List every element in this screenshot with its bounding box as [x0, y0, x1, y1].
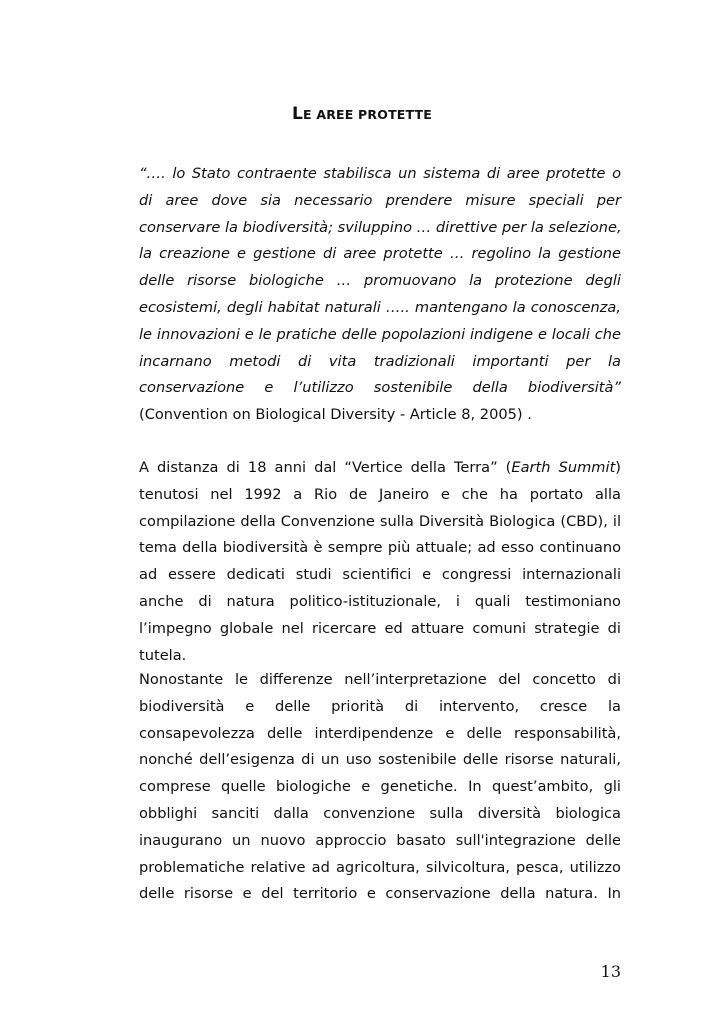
paragraph-line: ad essere dedicati studi scientifici e congressi internazionali — [139, 566, 621, 584]
paragraph-text: A distanza di 18 anni dal “Vertice della Terra” ( — [139, 459, 512, 476]
paragraph-line: biodiversità e delle priorità di intervento, cresce la — [139, 697, 621, 715]
page-title — [0, 104, 724, 124]
quote-line: ecosistemi, degli habitat naturali ….. mantengano la conoscenza, — [139, 298, 621, 316]
title-rest: E AREE PROTETTE — [303, 107, 433, 122]
paragraph-line: inaugurano un nuovo approccio basato sull'integrazione delle — [139, 831, 621, 849]
quote-line: conservare la biodiversità; sviluppino … direttive per la selezione, — [139, 218, 622, 236]
quote-line: delle risorse biologiche … promuovano la protezione degli — [139, 272, 621, 290]
quote-line: di aree dove sia necessario prendere misure speciali per — [139, 191, 621, 209]
paragraph-line: tema della biodiversità è sempre più attuale; ad esso continuano — [139, 539, 621, 557]
paragraph-line: Nonostante le differenze nell’interpretazione del concetto di — [139, 671, 621, 688]
paragraph-line: l’impegno globale nel ricercare ed attuare comuni strategie di — [139, 619, 621, 637]
paragraph-line: tutela. — [139, 646, 187, 664]
paragraph-2 — [139, 667, 621, 908]
quote-block — [139, 161, 621, 429]
page-number: 13 — [600, 962, 621, 981]
paragraph-line: tenutosi nel 1992 a Rio de Janeiro e che ha portato alla — [139, 485, 621, 503]
paragraph-text: ) — [615, 459, 621, 476]
quote-line: le innovazioni e le pratiche delle popolazioni indigene e locali che — [139, 325, 621, 343]
italic-term: Earth Summit — [511, 459, 616, 476]
paragraph-line: comprese quelle biologiche e genetiche. In quest’ambito, gli — [139, 778, 621, 796]
paragraph-line: obblighi sanciti dalla convenzione sulla diversità biologica — [139, 804, 621, 822]
paragraph-line: compilazione della Convenzione sulla Diversità Biologica (CBD), il — [139, 512, 621, 530]
paragraph-line — [139, 455, 621, 482]
quote-citation: (Convention on Biological Diversity - Article 8, 2005) . — [139, 406, 532, 424]
title-initial: L — [291, 104, 304, 124]
paragraph-line: nonché dell’esigenza di un uso sostenibile delle risorse naturali, — [139, 751, 621, 769]
quote-line: la creazione e gestione di aree protette … regolino la gestione — [139, 245, 621, 263]
paragraph-line: delle risorse e del territorio e conservazione della natura. In — [139, 885, 621, 903]
paragraph-line: consapevolezza delle interdipendenze e delle responsabilità, — [139, 724, 621, 742]
quote-line: “…. lo Stato contraente stabilisca un sistema di aree protette o — [139, 165, 621, 182]
quote-line: conservazione e l’utilizzo sostenibile della biodiversità” — [139, 379, 621, 397]
paragraph-line: anche di natura politico-istituzionale, i quali testimoniano — [139, 592, 621, 610]
paragraph-line: problematiche relative ad agricoltura, silvicoltura, pesca, utilizzo — [139, 858, 621, 876]
paragraph-1 — [139, 455, 621, 669]
quote-line: incarnano metodi di vita tradizionali importanti per la — [139, 352, 621, 370]
